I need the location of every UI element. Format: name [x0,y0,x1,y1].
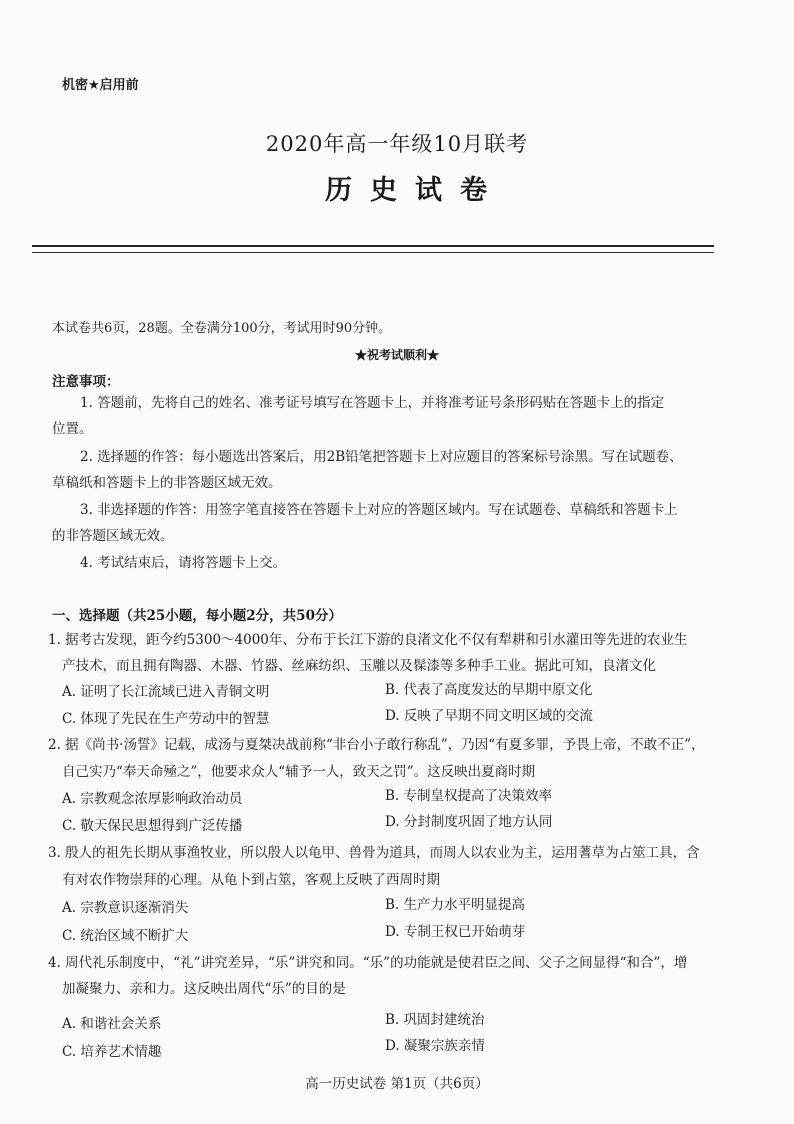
question-4-line-1: 4. 周代礼乐制度中，“礼”讲究差异，“乐”讲究和同。“乐”的功能就是使君臣之间、父子之间显得“和合”，增 [48,955,688,971]
question-3-option-b: B. 生产力水平明显提高 [385,897,526,913]
question-1-option-b: B. 代表了高度发达的早期中原文化 [385,682,593,698]
header-rule-thick [32,245,714,247]
notice-3-line-1: 3. 非选择题的作答：用签字笔直接答在答题卡上对应的答题区域内。写在试题卷、草稿纸和答题卡上 [80,502,678,518]
question-4-option-b: B. 巩固封建统治 [385,1012,485,1028]
question-3-line-2: 有对农作物崇拜的心理。从龟卜到占筮，客观上反映了西周时期 [62,872,440,888]
question-3-line-1: 3. 殷人的祖先长期从事渔牧业，所以殷人以龟甲、兽骨为道具，而周人以农业为主，运用蓍草为占筮工具，含 [48,845,700,861]
good-luck-banner: ★祝考试顺利★ [354,348,439,362]
notice-2-line-1: 2. 选择题的作答：每小题选出答案后，用2B铅笔把答题卡上对应题目的答案标号涂黑。写在试题卷、 [80,449,683,465]
notice-3-line-2: 的非答题区域无效。 [52,528,174,544]
question-2-line-2: 自己实乃“奉天命殛之”，他要求众人“辅予一人，致天之罚”。这反映出夏商时期 [62,764,536,780]
notice-2-line-2: 草稿纸和答题卡上的非答题区域无效。 [52,475,282,491]
question-4-option-d: D. 凝聚宗族亲情 [385,1038,485,1054]
header-rule-thin [32,252,714,253]
question-1-line-1: 1. 据考古发现，距今约5300～4000年、分布于长江下游的良渚文化不仅有犁耕和引水灌田等先进的农业生 [48,632,688,648]
question-3-option-a: A. 宗教意识逐渐消失 [62,900,189,916]
question-3-option-c: C. 统治区域不断扩大 [62,928,189,944]
question-2-option-d: D. 分封制度巩固了地方认同 [385,814,553,830]
question-4-option-a: A. 和谐社会关系 [62,1016,162,1032]
notice-heading: 注意事项： [52,374,120,390]
question-2-option-c: C. 敬天保民思想得到广泛传播 [62,818,243,834]
notice-4: 4. 考试结束后，请将答题卡上交。 [80,555,287,571]
question-1-option-d: D. 反映了早期不同文明区域的交流 [385,708,593,724]
exam-info: 本试卷共6页，28题。全卷满分100分，考试用时90分钟。 [52,321,392,336]
notice-1-line-2: 位置。 [52,421,93,437]
notice-1-line-1: 1. 答题前，先将自己的姓名、准考证号填写在答题卡上，并将准考证号条形码贴在答题卡上的指定 [80,395,665,411]
question-2-option-b: B. 专制皇权提高了决策效率 [385,788,553,804]
exam-title: 2020年高一年级10月联考 [265,132,529,156]
question-1-option-c: C. 体现了先民在生产劳动中的智慧 [62,711,270,727]
question-1-option-a: A. 证明了长江流域已进入青铜文明 [62,684,270,700]
question-2-option-a: A. 宗教观念浓厚影响政治动员 [62,791,243,807]
page-footer: 高一历史试卷 第1页（共6页） [305,1076,489,1092]
section-heading: 一、选择题（共25小题，每小题2分，共50分） [52,608,342,624]
confidential-stamp: 机密★启用前 [62,78,139,93]
question-4-line-2: 加凝聚力、亲和力。这反映出周代“乐”的目的是 [62,981,346,997]
question-4-option-c: C. 培养艺术情趣 [62,1044,162,1060]
question-3-option-d: D. 专制王权已开始萌芽 [385,924,526,940]
question-1-line-2: 产技术，而且拥有陶器、木器、竹器、丝麻纺织、玉雕以及髹漆等多种手工业。据此可知，良渚文化 [62,658,656,674]
exam-subtitle: 历史试卷 [325,175,505,206]
question-2-line-1: 2. 据《尚书·汤誓》记载，成汤与夏桀决战前称“非台小子敢行称乱”，乃因“有夏多罪，予畏上帝，不敢不正”， [48,737,705,753]
